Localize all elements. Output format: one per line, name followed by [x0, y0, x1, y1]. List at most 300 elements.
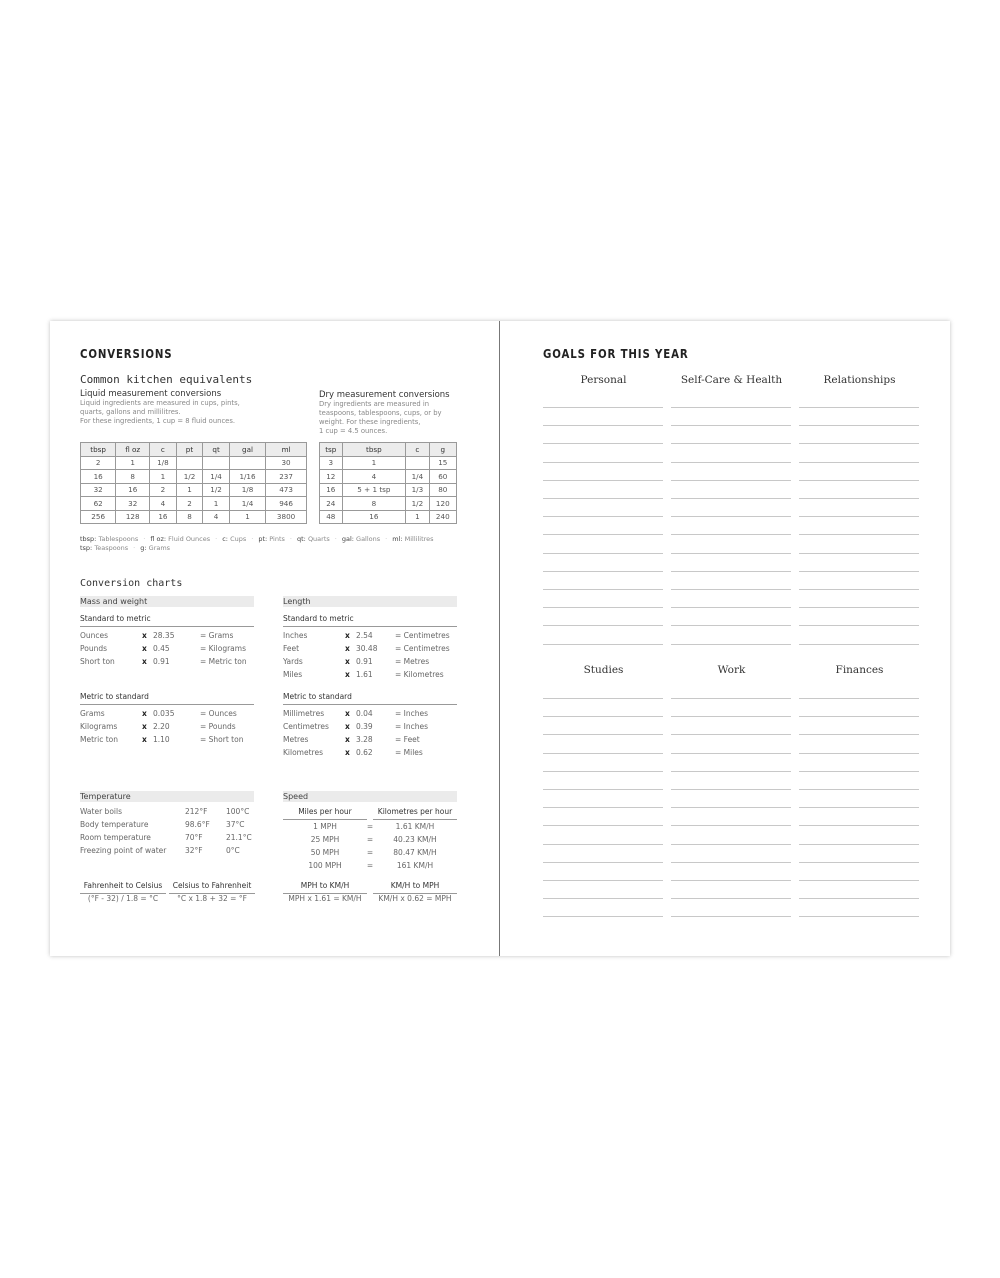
abbr-key: ml:: [392, 535, 403, 543]
abbreviation: [342, 535, 380, 543]
table-cell: [176, 456, 203, 470]
formula: (°F - 32) / 1.8 = °C: [87, 894, 159, 903]
row-cell: = Grams: [200, 631, 234, 640]
row-cell: 21.1°C: [226, 833, 252, 842]
writing-line: [543, 698, 663, 699]
separator: ·: [334, 535, 337, 543]
row-cell: 30.48: [356, 644, 378, 653]
row-cell: = Centimetres: [395, 644, 450, 653]
writing-line: [799, 498, 919, 499]
separator: ·: [251, 535, 254, 543]
conversion-row: [283, 657, 458, 670]
writing-line: [671, 753, 791, 754]
row-cell: 98.6°F: [185, 820, 210, 829]
row-cell: x: [345, 644, 350, 653]
conversions-title: CONVERSIONS: [80, 347, 173, 361]
row-cell: Feet: [283, 644, 300, 653]
row-cell: = Metres: [395, 657, 430, 666]
column-header: g: [429, 443, 456, 457]
abbr-key: pt:: [258, 535, 268, 543]
speed-value: 161 KM/H: [396, 861, 434, 870]
abbr-key: gal:: [341, 535, 354, 543]
writing-line: [799, 443, 919, 444]
writing-line: [671, 443, 791, 444]
row-cell: = Centimetres: [395, 631, 450, 640]
table-cell: 1/8: [229, 483, 265, 497]
row-cell: x: [345, 670, 350, 679]
table-header-row: [81, 443, 307, 457]
row-cell: 1.61: [356, 670, 373, 679]
row-cell: x: [142, 709, 147, 718]
page-divider: [499, 321, 500, 956]
table-cell: [229, 456, 265, 470]
column-header: tbsp: [342, 443, 406, 457]
subsection-title: KM/H to MPH: [373, 881, 457, 894]
writing-line: [799, 534, 919, 535]
row-cell: = Inches: [395, 709, 429, 718]
speed-value: 100 MPH: [308, 861, 342, 870]
dry-title: Dry measurement conversions: [319, 390, 450, 400]
conversion-row: [80, 631, 255, 644]
row-cell: 0.91: [356, 657, 373, 666]
writing-line: [671, 553, 791, 554]
writing-line: [543, 498, 663, 499]
row-cell: 0.91: [153, 657, 170, 666]
table-cell: 473: [266, 483, 307, 497]
writing-line: [799, 789, 919, 790]
writing-line: [799, 407, 919, 408]
liquid-title: Liquid measurement conversions: [80, 389, 222, 399]
equals-sign: =: [366, 861, 374, 870]
row-cell: 28.35: [153, 631, 175, 640]
subsection-title: Kilometres per hour: [373, 807, 457, 820]
separator: ·: [385, 535, 388, 543]
writing-line: [671, 607, 791, 608]
speed-value: 1.61 KM/H: [395, 822, 435, 831]
section-band: Length: [283, 596, 457, 607]
writing-line: [671, 480, 791, 481]
writing-line: [799, 516, 919, 517]
row-cell: x: [142, 735, 147, 744]
row-cell: x: [345, 709, 350, 718]
subsection-title: Metric to standard: [80, 692, 254, 705]
row-cell: 2.54: [356, 631, 373, 640]
row-cell: = Metric ton: [200, 657, 247, 666]
table-cell: 80: [429, 483, 456, 497]
writing-line: [543, 807, 663, 808]
section-band: Temperature: [80, 791, 254, 802]
abbreviation: [80, 544, 128, 552]
abbr-key: tbsp:: [80, 535, 97, 543]
temperature-row: [80, 807, 255, 820]
table-cell: 1/16: [229, 470, 265, 484]
table-cell: 32: [81, 483, 116, 497]
table-row: [81, 470, 307, 484]
table-cell: 1: [176, 483, 203, 497]
writing-line: [799, 916, 919, 917]
table-cell: 48: [320, 510, 343, 524]
table-cell: 12: [320, 470, 343, 484]
writing-line: [543, 534, 663, 535]
formula: MPH x 1.61 = KM/H: [288, 894, 362, 903]
writing-line: [799, 771, 919, 772]
subsection-title: Metric to standard: [283, 692, 457, 705]
row-cell: Metres: [283, 735, 309, 744]
row-cell: Centimetres: [283, 722, 329, 731]
row-cell: = Pounds: [200, 722, 236, 731]
writing-line: [671, 825, 791, 826]
writing-line: [543, 443, 663, 444]
formula: KM/H x 0.62 = MPH: [378, 894, 452, 903]
formula: °C x 1.8 + 32 = °F: [177, 894, 247, 903]
table-row: [320, 497, 457, 511]
writing-line: [799, 898, 919, 899]
writing-line: [671, 534, 791, 535]
separator: ·: [289, 535, 292, 543]
table-cell: 32: [116, 497, 150, 511]
writing-line: [799, 880, 919, 881]
note-line: 1 cup = 4.5 ounces.: [319, 427, 388, 435]
table-row: [320, 470, 457, 484]
writing-line: [543, 571, 663, 572]
row-cell: x: [345, 631, 350, 640]
note-line: teaspoons, tablespoons, cups, or by: [319, 409, 442, 417]
writing-line: [671, 644, 791, 645]
abbr-value: Gallons: [356, 535, 381, 543]
writing-line: [799, 825, 919, 826]
row-cell: x: [142, 644, 147, 653]
table-row: [320, 483, 457, 497]
abbr-value: Cups: [230, 535, 247, 543]
goal-column-heading: Self-Care & Health: [680, 374, 783, 386]
column-header: fl oz: [116, 443, 150, 457]
row-cell: 0.62: [356, 748, 373, 757]
writing-line: [543, 789, 663, 790]
note-line: Liquid ingredients are measured in cups, pints,: [80, 399, 240, 407]
table-cell: [203, 456, 230, 470]
section-band: Speed: [283, 791, 457, 802]
writing-line: [543, 589, 663, 590]
writing-line: [543, 407, 663, 408]
table-cell: 1: [342, 456, 406, 470]
note-line: quarts, gallons and millilitres.: [80, 408, 181, 416]
liquid-table: [80, 442, 307, 524]
writing-line: [799, 644, 919, 645]
note-line: weight. For these ingredients,: [319, 418, 421, 426]
conversion-row: [283, 748, 458, 761]
writing-line: [799, 589, 919, 590]
row-cell: x: [345, 735, 350, 744]
conversion-row: [283, 670, 458, 683]
equals-sign: =: [366, 835, 374, 844]
section-band: Mass and weight: [80, 596, 254, 607]
table-cell: 1: [406, 510, 429, 524]
row-cell: Freezing point of water: [80, 846, 167, 855]
writing-line: [671, 880, 791, 881]
table-cell: 1: [203, 497, 230, 511]
table-cell: 1/4: [229, 497, 265, 511]
goal-column-heading: Finances: [835, 664, 884, 676]
writing-line: [671, 625, 791, 626]
kitchen-title: Common kitchen equivalents: [80, 373, 253, 386]
row-cell: Body temperature: [80, 820, 149, 829]
writing-line: [799, 734, 919, 735]
table-cell: 3: [320, 456, 343, 470]
abbr-key: fl oz:: [150, 535, 167, 543]
column-header: tsp: [320, 443, 343, 457]
conversion-row: [283, 709, 458, 722]
equals-sign: =: [366, 848, 374, 857]
abbr-value: Pints: [269, 535, 285, 543]
table-cell: 1/4: [406, 470, 429, 484]
row-cell: 100°C: [226, 807, 250, 816]
subsection-title: MPH to KM/H: [283, 881, 367, 894]
planner-spread: [50, 321, 950, 956]
speed-value: 1 MPH: [313, 822, 337, 831]
writing-line: [799, 753, 919, 754]
table-row: [81, 510, 307, 524]
goal-column-heading: Studies: [583, 664, 624, 676]
table-cell: 8: [176, 510, 203, 524]
table-cell: 120: [429, 497, 456, 511]
table-cell: 237: [266, 470, 307, 484]
table-cell: 62: [81, 497, 116, 511]
writing-line: [543, 844, 663, 845]
abbreviation: [392, 535, 433, 543]
abbreviation: [140, 544, 170, 552]
row-cell: 0°C: [226, 846, 240, 855]
writing-line: [799, 480, 919, 481]
abbreviation-legend: [80, 535, 470, 553]
table-header-row: [320, 443, 457, 457]
abbr-value: Millilitres: [404, 535, 434, 543]
row-cell: x: [142, 722, 147, 731]
row-cell: x: [345, 722, 350, 731]
table-row: [81, 456, 307, 470]
table-cell: 1/8: [150, 456, 177, 470]
writing-line: [543, 462, 663, 463]
row-cell: 70°F: [185, 833, 203, 842]
abbreviation: [80, 535, 138, 543]
separator: ·: [133, 544, 136, 552]
row-cell: x: [142, 631, 147, 640]
conversion-row: [80, 644, 255, 657]
writing-line: [799, 607, 919, 608]
table-cell: 946: [266, 497, 307, 511]
abbr-value: Fluid Ounces: [168, 535, 211, 543]
table-cell: 16: [116, 483, 150, 497]
writing-line: [671, 589, 791, 590]
writing-line: [543, 516, 663, 517]
abbr-value: Quarts: [307, 535, 330, 543]
row-cell: 212°F: [185, 807, 208, 816]
column-header: tbsp: [81, 443, 116, 457]
writing-line: [799, 425, 919, 426]
table-row: [81, 497, 307, 511]
table-cell: 1/2: [203, 483, 230, 497]
table-cell: 60: [429, 470, 456, 484]
table-row: [81, 483, 307, 497]
table-cell: 256: [81, 510, 116, 524]
writing-line: [543, 771, 663, 772]
row-cell: 0.035: [153, 709, 175, 718]
goals-title: GOALS FOR THIS YEAR: [543, 347, 689, 361]
dry-notes: [319, 400, 442, 436]
speed-value: 80.47 KM/H: [393, 848, 437, 857]
writing-line: [543, 825, 663, 826]
row-cell: = Feet: [395, 735, 420, 744]
writing-line: [543, 734, 663, 735]
column-header: c: [150, 443, 177, 457]
row-cell: x: [345, 748, 350, 757]
writing-line: [799, 625, 919, 626]
writing-line: [671, 771, 791, 772]
row-cell: Inches: [283, 631, 308, 640]
table-cell: 2: [150, 483, 177, 497]
row-cell: 0.45: [153, 644, 170, 653]
conversion-row: [80, 657, 255, 670]
row-cell: 3.28: [356, 735, 373, 744]
abbreviation: [258, 535, 285, 543]
abbr-value: Tablespoons: [98, 535, 139, 543]
table-cell: 240: [429, 510, 456, 524]
table-cell: [406, 456, 429, 470]
row-cell: = Kilograms: [200, 644, 246, 653]
writing-line: [799, 862, 919, 863]
writing-line: [799, 553, 919, 554]
charts-title: Conversion charts: [80, 578, 183, 589]
row-cell: = Inches: [395, 722, 429, 731]
conversion-row: [283, 722, 458, 735]
temperature-row: [80, 846, 255, 859]
abbr-value: Grams: [148, 544, 171, 552]
row-cell: = Miles: [395, 748, 423, 757]
separator: ·: [215, 535, 218, 543]
speed-value: 40.23 KM/H: [393, 835, 437, 844]
conversion-row: [283, 735, 458, 748]
column-header: gal: [229, 443, 265, 457]
conversion-row: [283, 631, 458, 644]
subsection-title: Celsius to Fahrenheit: [169, 881, 255, 894]
writing-line: [671, 844, 791, 845]
equals-sign: =: [366, 822, 374, 831]
writing-line: [543, 862, 663, 863]
goal-column-heading: Work: [717, 664, 746, 676]
abbr-value: Teaspoons: [94, 544, 129, 552]
row-cell: 1.10: [153, 735, 170, 744]
writing-line: [671, 898, 791, 899]
table-cell: 1/2: [406, 497, 429, 511]
writing-line: [671, 807, 791, 808]
speed-value: 50 MPH: [310, 848, 340, 857]
table-cell: 3800: [266, 510, 307, 524]
writing-line: [543, 425, 663, 426]
table-cell: 1/4: [203, 470, 230, 484]
table-cell: 2: [81, 456, 116, 470]
row-cell: = Ounces: [200, 709, 237, 718]
separator: ·: [143, 535, 146, 543]
row-cell: Kilometres: [283, 748, 323, 757]
table-row: [320, 456, 457, 470]
writing-line: [543, 644, 663, 645]
table-cell: 2: [176, 497, 203, 511]
table-cell: 16: [320, 483, 343, 497]
row-cell: Pounds: [80, 644, 108, 653]
writing-line: [799, 844, 919, 845]
writing-line: [543, 916, 663, 917]
table-cell: 5 + 1 tsp: [342, 483, 406, 497]
table-cell: 16: [81, 470, 116, 484]
writing-line: [671, 462, 791, 463]
writing-line: [671, 734, 791, 735]
table-cell: 1: [150, 470, 177, 484]
row-cell: Water boils: [80, 807, 122, 816]
liquid-notes: [80, 399, 240, 426]
row-cell: Yards: [283, 657, 303, 666]
table-cell: 8: [116, 470, 150, 484]
row-cell: = Short ton: [200, 735, 244, 744]
writing-line: [671, 407, 791, 408]
writing-line: [671, 516, 791, 517]
writing-line: [543, 607, 663, 608]
writing-line: [799, 807, 919, 808]
row-cell: 32°F: [185, 846, 203, 855]
writing-line: [543, 625, 663, 626]
subsection-title: Standard to metric: [283, 614, 457, 627]
temperature-row: [80, 820, 255, 833]
column-header: pt: [176, 443, 203, 457]
column-header: qt: [203, 443, 230, 457]
note-line: For these ingredients, 1 cup = 8 fluid ounces.: [80, 417, 236, 425]
writing-line: [799, 716, 919, 717]
table-cell: 1/2: [176, 470, 203, 484]
row-cell: = Kilometres: [395, 670, 444, 679]
row-cell: 37°C: [226, 820, 245, 829]
conversion-row: [80, 722, 255, 735]
abbreviation: [297, 535, 330, 543]
table-cell: 1: [116, 456, 150, 470]
table-cell: 1: [229, 510, 265, 524]
table-cell: 24: [320, 497, 343, 511]
row-cell: Kilograms: [80, 722, 118, 731]
note-line: Dry ingredients are measured in: [319, 400, 430, 408]
writing-line: [671, 716, 791, 717]
column-header: ml: [266, 443, 307, 457]
row-cell: Grams: [80, 709, 105, 718]
writing-line: [671, 571, 791, 572]
table-cell: 16: [342, 510, 406, 524]
row-cell: Ounces: [80, 631, 109, 640]
table-cell: 128: [116, 510, 150, 524]
writing-line: [671, 789, 791, 790]
conversion-row: [283, 644, 458, 657]
writing-line: [543, 880, 663, 881]
speed-value: 25 MPH: [310, 835, 340, 844]
subsection-title: Miles per hour: [283, 807, 367, 820]
abbr-key: qt:: [296, 535, 306, 543]
writing-line: [671, 498, 791, 499]
table-cell: 4: [342, 470, 406, 484]
table-row: [320, 510, 457, 524]
conversion-row: [80, 709, 255, 722]
abbreviation: [222, 535, 246, 543]
goal-column-heading: Personal: [580, 374, 627, 386]
row-cell: Millimetres: [283, 709, 325, 718]
row-cell: x: [345, 657, 350, 666]
writing-line: [543, 753, 663, 754]
writing-line: [543, 716, 663, 717]
abbr-key: g:: [140, 544, 147, 552]
